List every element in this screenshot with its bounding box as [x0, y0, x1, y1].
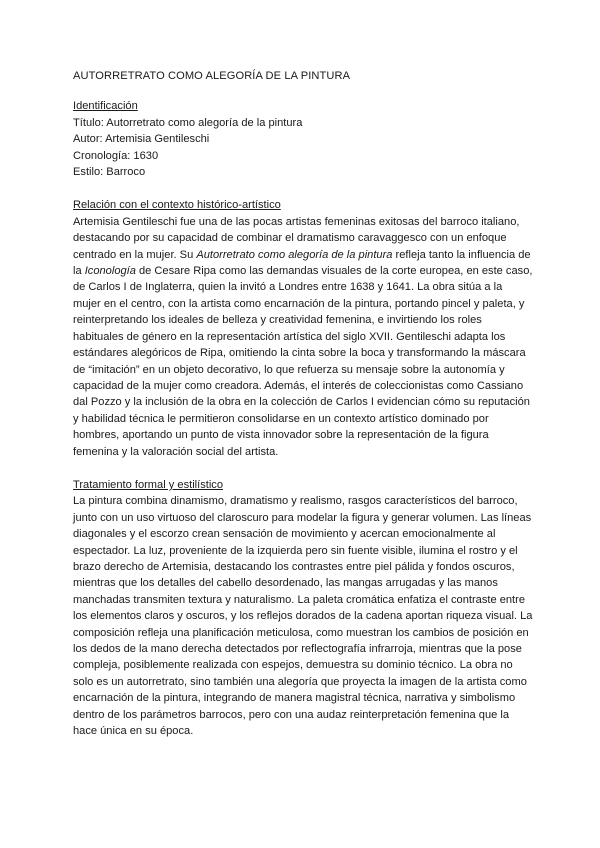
formal-paragraph: La pintura combina dinamismo, dramatismo y realismo, rasgos característicos del barroco, junto con un uso virtuoso del claroscuro para modelar la figura y generar volumen. Las líneas diagonales y el escorzo crean sensación de movimiento y acercan emocionalmente al espectador. La luz, proveniente de la izquierda pero sin fuente visible, ilumina el rostro y el brazo derecho de Artemisia, destacando los contrastes entre piel pálida y fondos oscuros, mientras que los detalles del cabello desordenado, las mangas arrugadas y las manos manchadas transmiten textura y naturalismo. La paleta cromática enfatiza el contraste entre los elementos claros y oscuros, y los reflejos dorados de la cadena aportan riqueza visual. La composición refleja una planificación meticulosa, como muestran los cambios de posición en los dedos de la mano derecha detectados por reflectografía infrarroja, mientras que la pose compleja, posiblemente realizada con espejos, demuestra su dominio técnico. La obra no solo es un autorretrato, sino también una alegoría que proyecta la imagen de la artista como encarnación de la pintura, integrando de manera magistral técnica, narrativa y simbolismo dentro de los parámetros barrocos, pero con una audaz reinterpretación femenina que la hace única en su época. — [73, 495, 533, 738]
info-title: Título: Autorretrato como alegoría de la pintura — [73, 116, 303, 129]
info-chronology: Cronología: 1630 — [73, 149, 159, 162]
context-iconologia: Iconología — [84, 265, 136, 278]
formal-heading: Tratamiento formal y estilístico — [73, 478, 224, 491]
context-text-1: Artemisia Gentileschi fue una de las pocas artistas femeninas exitosas del barroco italiano, destacando por su capacidad de combinar el dramatismo caravaggesco con un enfoque centrado en la mujer. Su — [73, 215, 520, 261]
info-style: Estilo: Barroco — [73, 166, 146, 179]
formal-section — [73, 477, 533, 740]
context-section — [73, 197, 533, 460]
context-text-2: refleja tanto la influencia de la — [73, 248, 531, 278]
document-title: AUTORRETRATO COMO ALEGORÍA DE LA PINTURA — [73, 70, 351, 82]
context-heading: Relación con el contexto histórico-artístico — [73, 199, 281, 212]
identification-section — [73, 98, 533, 180]
identification-heading: Identificación — [73, 100, 138, 113]
context-text-3: de Cesare Ripa como las demandas visuales de la corte europea, en este caso, de Carlos I de Inglaterra, quien la invitó a Londres entre 1638 y 1641. La obra sitúa a la mujer en el centro, con la artista como encarnación de la pintura, portando pincel y paleta, y reinterpretando los ideales de belleza y creatividad femenina, e invirtiendo los roles habituales de género en la representación artística del siglo XVII. Gentileschi adapta los estándares alegóricos de Ripa, omitiendo la cinta sobre la boca y transformando la máscara de “imitación” en un objeto decorativo, lo que refuerza su mensaje sobre la autonomía y capacidad de la mujer como creadora. Además, el interés de coleccionistas como Cassiano dal Pozzo y la inclusión de la obra en la colección de Carlos I evidencian cómo su reputación y habilidad técnica le permitieron consolidarse en un contexto artístico dominado por hombres, aportando un punto de vista innovador sobre la representación de la figura femenina y la valoración social del artista. — [73, 265, 533, 458]
info-author: Autor: Artemisia Gentileschi — [73, 133, 210, 146]
context-paragraph — [73, 214, 533, 460]
document-page — [73, 68, 533, 756]
context-artwork-title: Autorretrato como alegoría de la pintura — [196, 248, 393, 261]
